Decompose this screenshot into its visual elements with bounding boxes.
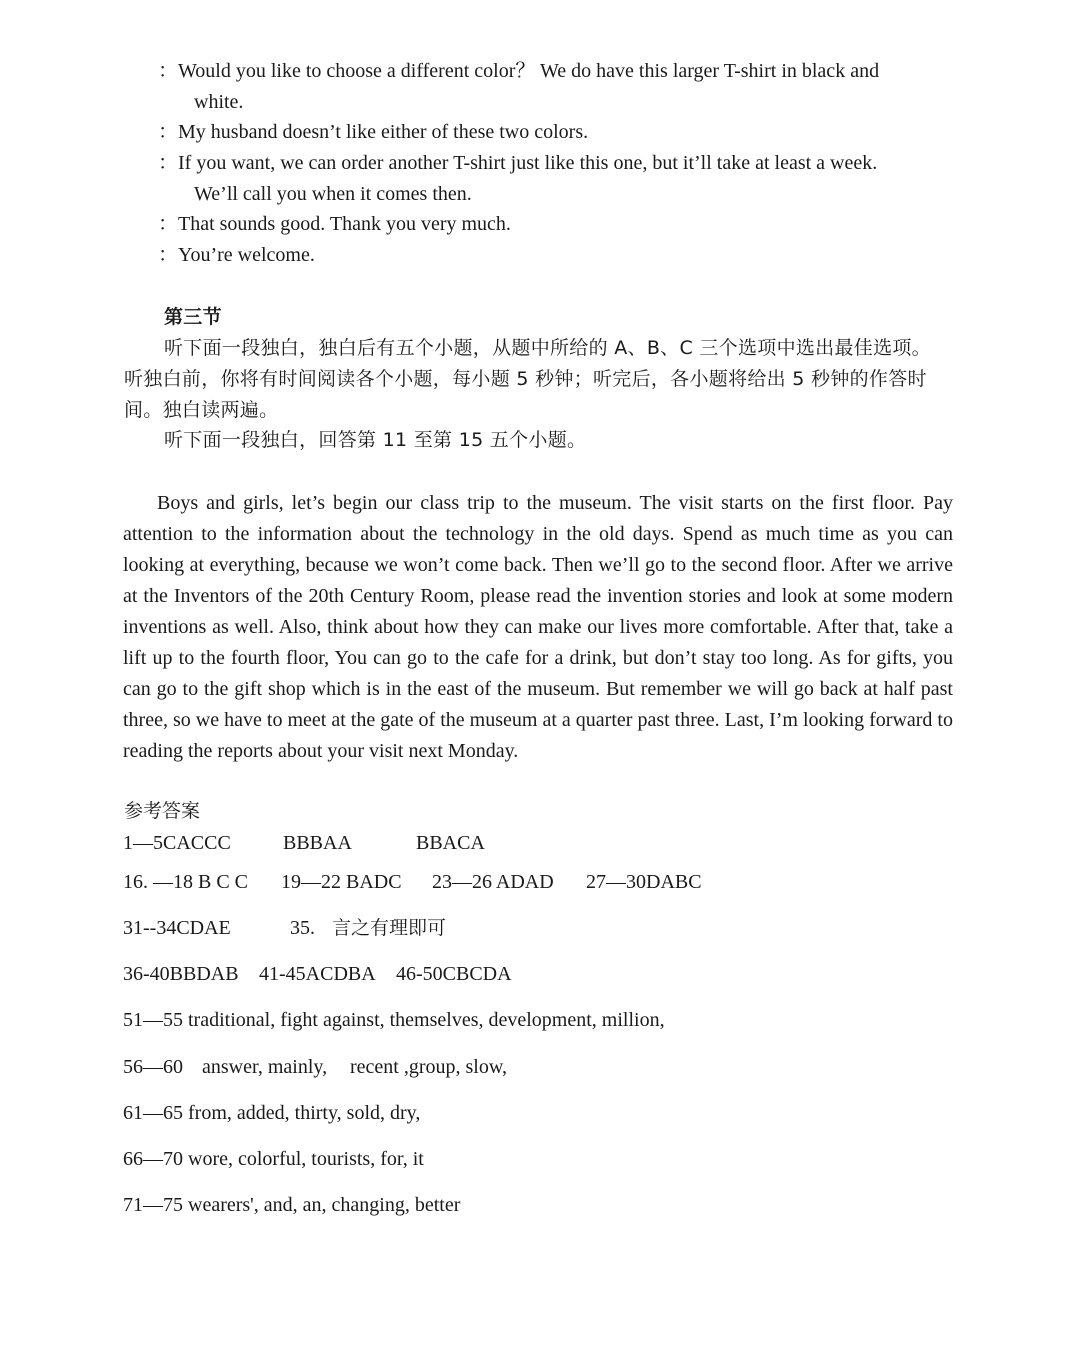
answer-group: 31--34CDAE [123,917,231,939]
dialogue-line [158,209,950,240]
answer-group: 51—55 traditional, fight against, themselves, development, million, [123,1009,665,1031]
dialogue-text-continued: We’ll call you when it comes then. [194,183,472,205]
colon-marker: ： [158,244,178,266]
answer-group: recent ,group, slow, [350,1056,507,1078]
section-prompt: 听下面一段独白，回答第 11 至第 15 五个小题。 [164,429,587,451]
section-instruction: 听下面一段独白，独白后有五个小题，从题中所给的 A、B、C 三个选项中选出最佳选项。听独白前，你将有时间阅读各个小题，每小题 5 秒钟；听完后，各小题将给出 5 秒钟的作答时间。独白读两遍。 [124,337,931,421]
answer-group: 46-50CBCDA [396,963,512,985]
dialogue-text: You’re welcome. [178,244,315,266]
answer-group: 41-45ACDBA [259,963,376,985]
dialogue-text: Would you like to choose a different color？ We do have this larger T-shirt in black and [178,60,880,82]
answer-group: BBACA [416,832,485,854]
answer-group: 1—5CACCC [123,832,231,854]
answer-group: 66—70 wore, colorful, tourists, for, it [123,1148,424,1170]
listening-passage: Boys and girls, let’s begin our class trip to the museum. The visit starts on the first floor. Pay attention to the information about the technology in the old days. Spend as much time as you can looking at everything, because we won’t come back. Then we’ll go to the second floor. After we arrive at the Inventors of the 20th Century Room, please read the invention stories and look at some modern inventions as well. Also, think about how they can make our lives more comfortable. After that, take a lift up to the fourth floor, You can go to the cafe for a drink, but don’t stay too long. As for gifts, you can go to the gift shop which is in the east of the museum. But remember we will go back at half past three, so we have to meet at the gate of the museum at a quarter past three. Last, I’m looking forward to reading the reports about your visit next Monday. [123,492,953,762]
answer-group: 16. —18 B C C [123,871,249,893]
answer-group: 言之有理即可 [332,917,447,939]
answer-group: 71—75 wearers', and, an, changing, better [123,1194,461,1216]
colon-marker: ： [158,121,178,143]
dialogue-text-continued: white. [194,91,244,113]
dialogue-text: My husband doesn’t like either of these two colors. [178,121,589,143]
answer-group: 61—65 from, added, thirty, sold, dry, [123,1102,421,1124]
colon-marker: ： [158,213,178,235]
colon-marker: ： [158,152,178,174]
answer-group: 23—26 ADAD [432,871,554,893]
dialogue-line [158,240,950,271]
dialogue-line [158,148,950,210]
answer-group: 19—22 BADC [281,871,402,893]
section-heading: 第三节 [164,306,222,328]
colon-marker: ： [158,60,178,82]
answers-title: 参考答案 [124,800,201,822]
answer-group: 27—30DABC [586,871,702,893]
answer-group: answer, mainly, [202,1056,328,1078]
answer-group: BBBAA [283,832,352,854]
answer-group: 36-40BBDAB [123,963,239,985]
answer-number: 35. [290,917,315,939]
dialogue-text: That sounds good. Thank you very much. [178,213,511,235]
dialogue-line [158,117,950,148]
answer-number: 56—60 [123,1056,183,1078]
dialogue-line [158,56,950,118]
dialogue-text: If you want, we can order another T-shirt just like this one, but it’ll take at least a week. [178,152,878,174]
